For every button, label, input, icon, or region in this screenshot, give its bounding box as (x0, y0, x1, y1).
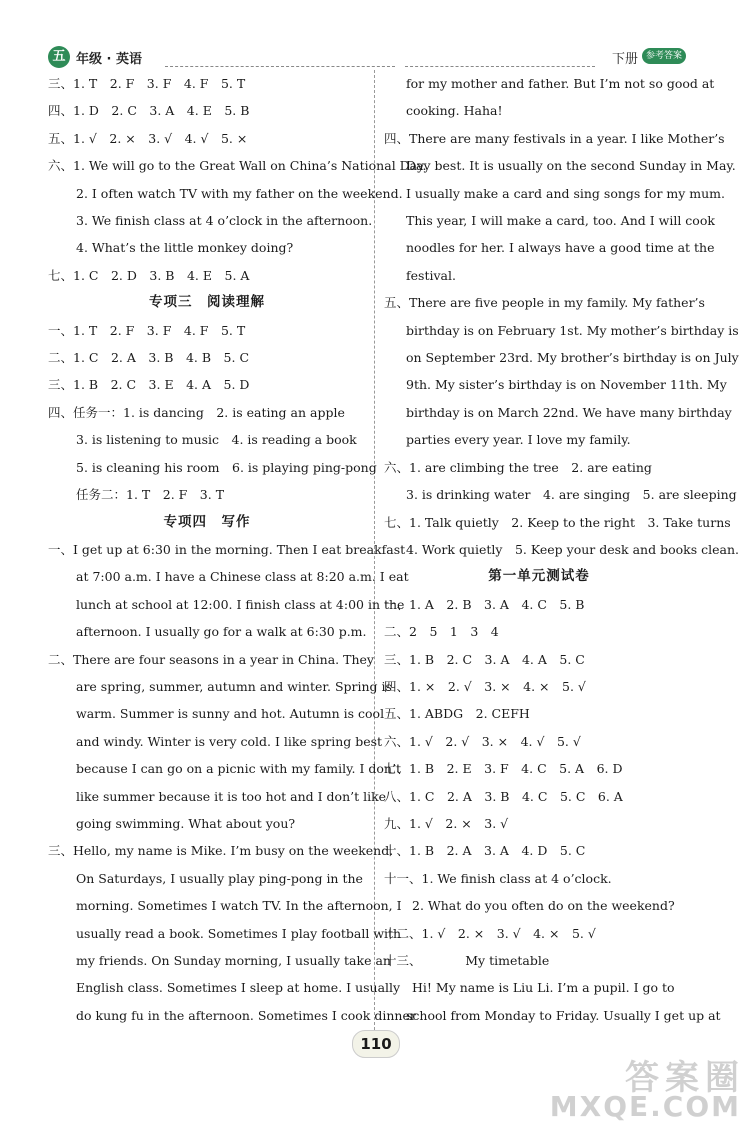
answer-line: 十二、1. √ 2. × 3. √ 4. × 5. √ (384, 925, 596, 941)
answer-line: 二、2 5 1 3 4 (384, 624, 499, 640)
right-column (384, 70, 739, 1029)
answer-line: 一、1. A 2. B 3. A 4. C 5. B (384, 596, 585, 612)
essay-line: birthday is on March 22nd. We have many birthday (406, 404, 732, 420)
essay-line: cooking. Haha! (406, 103, 503, 119)
answer-line: 四、1. × 2. √ 3. × 4. × 5. √ (384, 678, 586, 694)
timetable-heading: 十三、 My timetable (384, 953, 550, 968)
answer-line: 七、1. C 2. D 3. B 4. E 5. A (48, 267, 250, 283)
answer-line: 六、1. We will go to the Great Wall on China’s National Day. (48, 158, 427, 174)
answer-line: 五、1. √ 2. × 3. √ 4. √ 5. × (48, 130, 248, 146)
essay-line: 一、I get up at 6:30 in the morning. Then I eat breakfast (48, 541, 406, 557)
essay-line: on September 23rd. My brother’s birthday is on July (406, 350, 739, 366)
answer-tag: 参考答案 (642, 48, 686, 64)
answer-line: 3. We finish class at 4 o’clock in the afternoon. (76, 213, 373, 229)
essay-line: usually read a book. Sometimes I play football with (76, 925, 402, 941)
essay-line: 三、Hello, my name is Mike. I’m busy on the weekend. (48, 843, 394, 859)
answer-line: 九、1. √ 2. × 3. √ (384, 815, 509, 831)
essay-line: warm. Summer is sunny and hot. Autumn is cool (76, 706, 385, 722)
essay-line: parties every year. I love my family. (406, 432, 631, 448)
answer-line: 三、1. B 2. C 3. A 4. A 5. C (384, 651, 585, 667)
essay-line: afternoon. I usually go for a walk at 6:30 p.m. (76, 624, 367, 640)
essay-line: Day best. It is usually on the second Sunday in May. (406, 158, 736, 174)
essay-line: do kung fu in the afternoon. Sometimes I cook dinner (76, 1007, 416, 1023)
essay-line: for my mother and father. But I’m not so good at (406, 76, 715, 91)
watermark-logo-text: 答案圈 (625, 1058, 745, 1098)
answer-line: 2. What do you often do on the weekend? (412, 898, 675, 914)
essay-line: at 7:00 a.m. I have a Chinese class at 8:20 a.m. I eat (76, 569, 409, 585)
section-heading: 专项四 写作 (163, 513, 251, 530)
essay-line: 9th. My sister’s birthday is on November 11th. My (406, 377, 727, 393)
essay-line: lunch at school at 12:00. I finish class at 4:00 in the (76, 596, 405, 612)
essay-line: going swimming. What about you? (76, 815, 296, 831)
essay-line: school from Monday to Friday. Usually I get up at (406, 1007, 721, 1023)
answer-line: 六、1. are climbing the tree 2. are eating (384, 459, 652, 475)
answer-line: 八、1. C 2. A 3. B 4. C 5. C 6. A (384, 788, 623, 804)
answer-line: 十一、1. We finish class at 4 o’clock. (384, 870, 612, 886)
page-header (0, 0, 750, 70)
answer-line: 十、1. B 2. A 3. A 4. D 5. C (384, 843, 586, 859)
answer-line: 七、1. B 2. E 3. F 4. C 5. A 6. D (384, 761, 623, 777)
answer-line: 2. I often watch TV with my father on the weekend. (76, 185, 403, 201)
grade-subject-label: 年级 · 英语 (76, 52, 142, 67)
essay-line: because I can go on a picnic with my family. I don’t (76, 761, 401, 777)
answer-line: 四、任务一：1. is dancing 2. is eating an apple (48, 404, 345, 420)
essay-line: birthday is on February 1st. My mother’s birthday is (406, 322, 739, 338)
answer-line: 一、1. T 2. F 3. F 4. F 5. T (48, 322, 246, 338)
essay-line: English class. Sometimes I sleep at home. I usually (76, 980, 401, 996)
header-divider-right (405, 66, 595, 67)
essay-line: like summer because it is too hot and I don’t like (76, 788, 387, 804)
essay-line: are spring, summer, autumn and winter. Spring is (76, 678, 392, 694)
answer-line: 七、1. Talk quietly 2. Keep to the right 3. Take turns (384, 514, 731, 530)
essay-line: Hi! My name is Liu Li. I’m a pupil. I go to (412, 980, 675, 996)
left-column (48, 70, 427, 1029)
answer-line: 二、1. C 2. A 3. B 4. B 5. C (48, 350, 250, 366)
answer-line: 5. is cleaning his room 6. is playing ping-pong (76, 459, 377, 475)
essay-line: 四、There are many festivals in a year. I like Mother’s (384, 130, 725, 146)
essay-line: This year, I will make a card, too. And I will cook (406, 213, 715, 229)
answer-line: 任务二：1. T 2. F 3. T (76, 487, 225, 503)
watermark-url: MXQE.COM (549, 1090, 741, 1123)
volume-label: 下册 (612, 52, 639, 67)
essay-line: On Saturdays, I usually play ping-pong in the (76, 870, 363, 886)
answer-line: 四、1. D 2. C 3. A 4. E 5. B (48, 103, 250, 119)
answer-line: 三、1. B 2. C 3. E 4. A 5. D (48, 377, 250, 393)
essay-line: my friends. On Sunday morning, I usually take an (76, 953, 391, 968)
essay-line: 二、There are four seasons in a year in China. They (48, 651, 374, 667)
grade-badge: 五 (48, 46, 70, 68)
answer-line: 3. is listening to music 4. is reading a book (76, 432, 357, 448)
essay-line: 五、There are five people in my family. My father’s (384, 295, 705, 311)
answer-line: 五、1. ABDG 2. CEFH (384, 706, 530, 722)
essay-line: morning. Sometimes I watch TV. In the afternoon, I (76, 898, 402, 914)
header-divider-left (165, 66, 395, 67)
answer-line: 三、1. T 2. F 3. F 4. F 5. T (48, 76, 246, 91)
section-heading: 第一单元测试卷 (488, 568, 590, 585)
answer-line: 3. is drinking water 4. are singing 5. are sleeping (406, 487, 737, 503)
answer-line: 六、1. √ 2. √ 3. × 4. √ 5. √ (384, 733, 581, 749)
essay-line: noodles for her. I always have a good time at the (406, 240, 715, 256)
answer-line: 4. What’s the little monkey doing? (76, 240, 294, 256)
essay-line: I usually make a card and sing songs for my mum. (406, 185, 726, 201)
section-heading: 专项三 阅读理解 (149, 294, 265, 311)
watermark (500, 1050, 745, 1123)
answer-line: 4. Work quietly 5. Keep your desk and books clean. (406, 541, 739, 557)
page-number: 110 (352, 1030, 400, 1058)
essay-line: festival. (406, 267, 456, 283)
essay-line: and windy. Winter is very cold. I like spring best (76, 733, 383, 749)
